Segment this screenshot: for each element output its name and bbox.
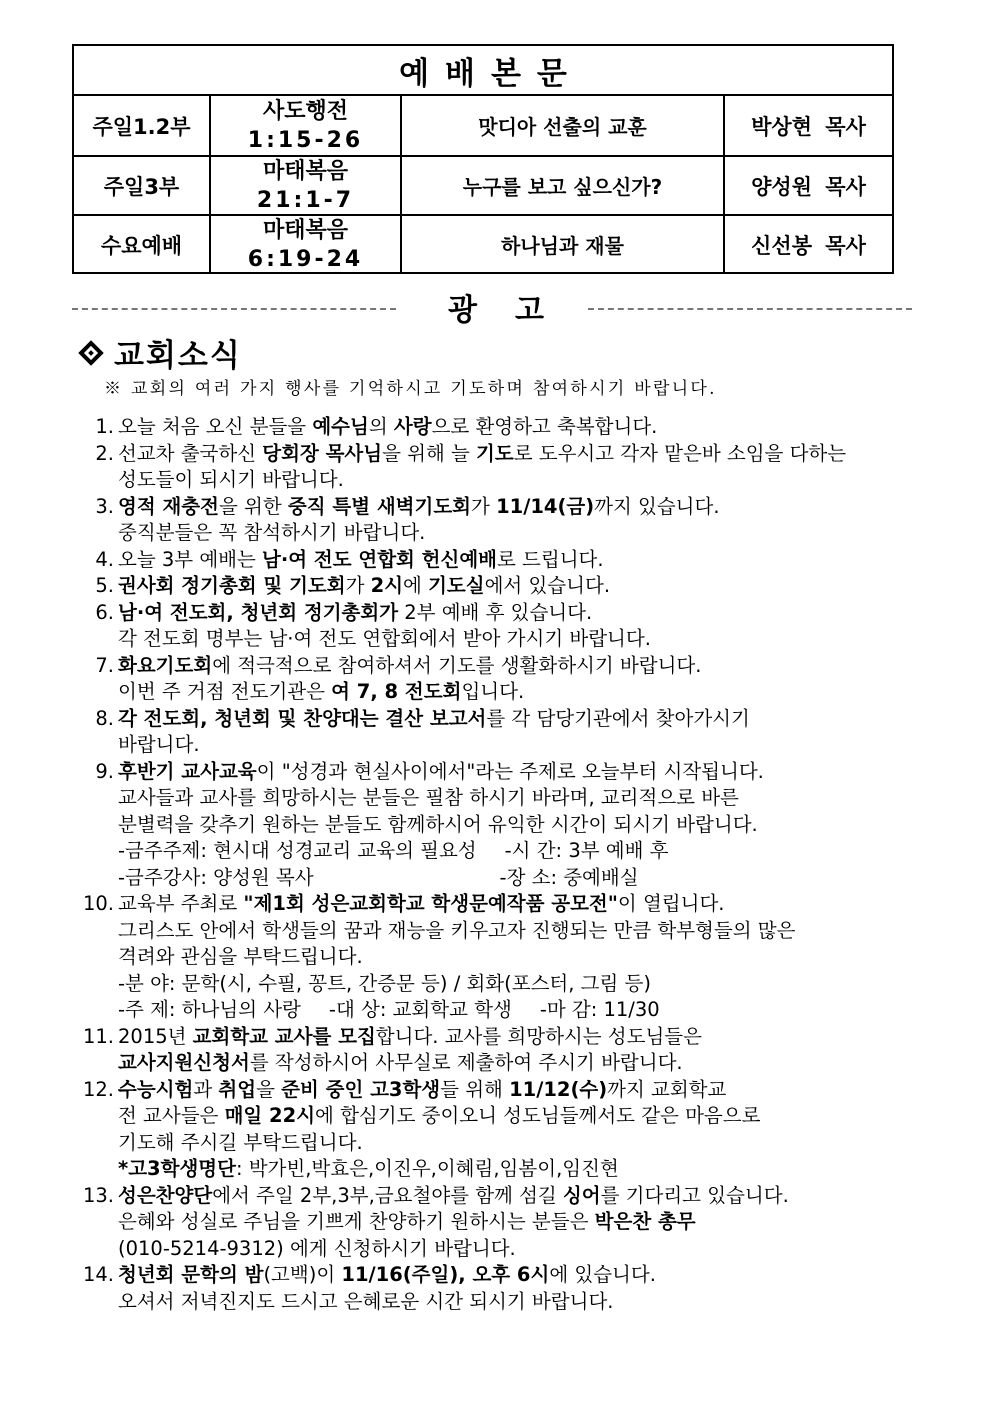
- item-line: [118, 706, 926, 733]
- emphasis-text: 사랑: [393, 415, 432, 438]
- service-name: 주일1.2부: [74, 96, 211, 155]
- text: 격려와 관심을 부탁드립니다.: [118, 945, 363, 968]
- emphasis-text: 싱어: [562, 1183, 601, 1207]
- emphasis-text: 남·여 전도 연합회 헌신예배: [262, 547, 498, 571]
- sermon-title: 누구를 보고 싶으신가?: [402, 157, 725, 214]
- preacher: 신선봉 목사: [751, 233, 866, 258]
- text: 중직분들은 꼭 참석하시기 바랍니다.: [118, 521, 426, 544]
- item-line: [118, 1024, 926, 1051]
- announcements-title: 광고: [448, 293, 582, 328]
- emphasis-text: 화요기도회: [118, 653, 213, 677]
- text: 오늘 3부 예배는: [118, 547, 263, 571]
- announcement-item: [76, 600, 926, 653]
- scripture-book: 마태복음: [262, 158, 348, 184]
- text: : 박가빈,박효은,이진우,이혜림,임봄이,임진현: [235, 1157, 619, 1180]
- text: 가: [471, 494, 497, 518]
- text: 로 도우시고 각자 맡은바 소임을 다하는: [513, 441, 847, 465]
- item-number: 14.: [82, 1263, 114, 1286]
- scripture-book: 사도행전: [262, 98, 348, 124]
- text: 을 위해 늘: [382, 441, 477, 465]
- dashed-divider: [588, 308, 912, 310]
- emphasis-text: 박은찬 총무: [594, 1210, 696, 1233]
- preacher: 양성원 목사: [751, 174, 866, 199]
- text: 교육부 주최로: [118, 892, 244, 915]
- emphasis-text: 11/16(주일), 오후 6시: [341, 1263, 550, 1286]
- item-line: [118, 1236, 926, 1263]
- text: 에 적극적으로 참여하셔서 기도를 생활화하시기 바랍니다.: [212, 653, 702, 677]
- text: 이번 주 거점 전도기관은: [118, 680, 332, 703]
- item-number: 8.: [95, 706, 114, 730]
- announcement-item: [76, 414, 926, 441]
- item-line: [118, 441, 926, 468]
- item-line: [118, 891, 926, 918]
- sermon-row: [74, 214, 892, 273]
- item-line: [118, 573, 926, 600]
- item-line: [118, 1077, 926, 1104]
- text: 로 드립니다.: [497, 547, 604, 571]
- text: 각 전도회 명부는 남·여 전도 연합회에서 받아 가시기 바랍니다.: [118, 627, 651, 650]
- announcement-item: [76, 1183, 926, 1263]
- emphasis-text: 취업: [218, 1077, 257, 1101]
- text: -금주주제: 현시대 성경교리 교육의 필요성: [118, 839, 477, 862]
- emphasis-text: 권사회 정기총회 및 기도회: [118, 574, 346, 597]
- emphasis-text: 11/12(수): [509, 1077, 608, 1101]
- emphasis-text: *고3학생명단: [118, 1157, 236, 1180]
- emphasis-text: 청년회 문학의 밤: [118, 1263, 264, 1286]
- scripture-reference: [211, 216, 402, 273]
- item-line: [118, 467, 926, 494]
- scripture-book: 마태복음: [262, 217, 348, 243]
- announcement-list: [76, 414, 926, 1315]
- item-line: [118, 971, 926, 998]
- text: 성도들이 되시기 바랍니다.: [118, 468, 344, 491]
- text: (010-5214-9312) 에게 신청하시기 바랍니다.: [118, 1236, 516, 1260]
- emphasis-text: 기도실: [428, 574, 485, 597]
- item-line: [118, 653, 926, 680]
- item-line: [118, 520, 926, 547]
- text: -시 간: 3부 예배 후: [504, 839, 669, 862]
- item-number: 10.: [82, 892, 114, 915]
- item-line: [118, 997, 926, 1024]
- item-number: 7.: [95, 653, 114, 677]
- text: 2부 예배 후 있습니다.: [398, 600, 593, 624]
- item-number: 13.: [82, 1183, 114, 1207]
- diamond-bullet-icon: [78, 340, 103, 365]
- text: 에 합심기도 중이오니 성도님들께서도 같은 마음으로: [315, 1104, 761, 1127]
- announcement-item: [76, 494, 926, 547]
- announcement-item: [76, 1024, 926, 1077]
- item-line: [118, 812, 926, 839]
- announcement-item: [76, 759, 926, 892]
- emphasis-text: 11/14(금): [496, 494, 595, 518]
- text: -장 소: 중예배실: [499, 865, 639, 889]
- emphasis-text: 예수님: [312, 415, 369, 438]
- item-line: [118, 679, 926, 706]
- item-line: [118, 494, 926, 521]
- item-line: [118, 1130, 926, 1157]
- item-line: [118, 1103, 926, 1130]
- emphasis-text: 교회학교 교사를 모집: [192, 1024, 376, 1048]
- text: 에: [403, 574, 429, 597]
- item-number: 2.: [95, 441, 114, 465]
- service-name: 수요예배: [74, 216, 211, 273]
- item-line: [118, 944, 926, 971]
- text: 으로 환영하고 축복합니다.: [431, 415, 658, 438]
- item-line: [118, 1209, 926, 1236]
- text: -마 감: 11/30: [539, 998, 660, 1021]
- text: 오셔서 저녁진지도 드시고 은혜로운 시간 되시기 바랍니다.: [118, 1289, 614, 1313]
- sermon-table: [72, 44, 894, 274]
- announcement-item: [76, 653, 926, 706]
- emphasis-text: 2시: [370, 574, 404, 597]
- text: 까지 있습니다.: [594, 494, 720, 518]
- item-number: 9.: [95, 759, 114, 783]
- text: 가: [345, 574, 371, 597]
- text: 교사들과 교사를 희망하시는 분들은 필참 하시기 바라며, 교리적으로 바른: [118, 786, 739, 809]
- item-number: 3.: [95, 494, 114, 518]
- sermon-row: [74, 96, 892, 155]
- announcement-item: [76, 547, 926, 574]
- item-line: [118, 838, 926, 865]
- text: -금주강사: 양성원 목사: [118, 865, 314, 889]
- text: -분 야: 문학(시, 수필, 꽁트, 간증문 등) / 회화(포스터, 그림 등): [118, 971, 651, 995]
- item-number: 4.: [95, 547, 114, 571]
- church-news-title: 교회소식: [114, 338, 242, 374]
- emphasis-text: 중직 특별 새벽기도회: [287, 494, 472, 518]
- item-line: [118, 414, 926, 441]
- text: 이 열립니다.: [617, 892, 725, 915]
- emphasis-text: 교사지원신청서: [118, 1051, 250, 1074]
- item-line: [118, 759, 926, 786]
- sermon-table-title: 예배본문: [74, 46, 892, 96]
- emphasis-text: 여 7, 8 전도회: [331, 680, 462, 703]
- scripture-verse: 1:15-26: [247, 127, 364, 153]
- sermon-title: 맛디아 선출의 교훈: [402, 96, 725, 155]
- item-line: [118, 547, 926, 574]
- text: 를 각 담당기관에서 찾아가시기: [486, 706, 750, 730]
- item-line: [118, 918, 926, 945]
- text: 합니다. 교사를 희망하시는 성도님들은: [375, 1024, 702, 1048]
- text: 을: [256, 1077, 282, 1101]
- announcement-item: [76, 706, 926, 759]
- service-name: 주일3부: [74, 157, 211, 214]
- text: 전 교사들은: [118, 1104, 225, 1127]
- announcement-item: [76, 891, 926, 1024]
- text: 은혜와 성실로 주님을 기쁘게 찬양하기 원하시는 분들은: [118, 1210, 595, 1233]
- item-number: 5.: [95, 574, 114, 597]
- item-line: [118, 865, 926, 892]
- text: -대 상: 교회학교 학생: [328, 998, 512, 1021]
- emphasis-text: 각 전도회, 청년회 및 찬양대는 결산 보고서: [118, 706, 487, 730]
- emphasis-text: 준비 중인 고3학생: [281, 1077, 441, 1101]
- text: 오늘 처음 오신 분들을: [118, 415, 313, 438]
- church-news-heading: [76, 330, 242, 375]
- text: 과: [193, 1077, 219, 1101]
- item-line: [118, 600, 926, 627]
- text: 그리스도 안에서 학생들의 꿈과 재능을 키우고자 진행되는 만큼 학부형들의 많은: [118, 918, 796, 942]
- item-number: 1.: [95, 415, 114, 438]
- announcements-header: [72, 285, 912, 329]
- scripture-reference: [211, 96, 402, 155]
- item-number: 11.: [82, 1024, 114, 1048]
- text: 에서 있습니다.: [484, 574, 611, 597]
- text: 을 위한: [218, 494, 288, 518]
- emphasis-text: 영적 재충전: [118, 494, 219, 518]
- emphasis-text: 당회장 목사님: [262, 441, 383, 465]
- emphasis-text: 기도: [476, 441, 514, 465]
- text: 들 위해: [440, 1077, 510, 1101]
- text: 까지 교회학교: [607, 1077, 727, 1101]
- sermon-row: [74, 155, 892, 214]
- item-line: [118, 1262, 926, 1289]
- announcement-item: [76, 1077, 926, 1183]
- announcement-item: [76, 1262, 926, 1315]
- text: 이 "성경과 현실사이에서"라는 주제로 오늘부터 시작됩니다.: [256, 759, 764, 783]
- scripture-verse: 21:1-7: [256, 187, 355, 213]
- text: 를 기다리고 있습니다.: [600, 1183, 789, 1207]
- dashed-divider: [72, 308, 396, 310]
- text: -주 제: 하나님의 사랑: [118, 998, 301, 1021]
- emphasis-text: 남·여 전도회, 청년회 정기총회가: [118, 600, 399, 624]
- item-line: [118, 1156, 926, 1183]
- text: 에서 주일 2부,3부,금요철야를 함께 섬길: [212, 1183, 563, 1207]
- item-line: [118, 1183, 926, 1210]
- text: 에 있습니다.: [549, 1263, 656, 1286]
- text: 분별력을 갖추기 원하는 분들도 함께하시어 유익한 시간이 되시기 바랍니다.: [118, 812, 758, 836]
- text: 입니다.: [461, 680, 525, 703]
- scripture-reference: [211, 157, 402, 214]
- emphasis-text: 매일 22시: [224, 1104, 316, 1127]
- text: 기도해 주시길 부탁드립니다.: [118, 1130, 363, 1154]
- text: 선교차 출국하신: [118, 441, 263, 465]
- text: 의: [368, 415, 394, 438]
- announcement-item: [76, 573, 926, 600]
- emphasis-text: "제1회 성은교회학교 학생문예작품 공모전": [243, 892, 618, 915]
- sermon-title: 하나님과 재물: [402, 216, 725, 273]
- announcement-item: [76, 441, 926, 494]
- preacher: 박상현 목사: [751, 114, 866, 139]
- emphasis-text: 후반기 교사교육: [118, 759, 257, 783]
- item-number: 12.: [82, 1077, 114, 1101]
- emphasis-text: 수능시험: [118, 1077, 194, 1101]
- text: 바랍니다.: [118, 733, 200, 756]
- scripture-verse: 6:19-24: [247, 246, 364, 272]
- item-line: [118, 626, 926, 653]
- item-line: [118, 1050, 926, 1077]
- emphasis-text: 성은찬양단: [118, 1183, 213, 1207]
- item-line: [118, 732, 926, 759]
- text: 2015년: [118, 1024, 193, 1048]
- text: 를 작성하시어 사무실로 제출하여 주시기 바랍니다.: [249, 1051, 683, 1074]
- text: (고백)이: [263, 1263, 342, 1286]
- church-news-note: ※ 교회의 여러 가지 행사를 기억하시고 기도하며 참여하시기 바랍니다.: [104, 379, 717, 399]
- item-number: 6.: [95, 600, 114, 624]
- item-line: [118, 1289, 926, 1316]
- item-line: [118, 785, 926, 812]
